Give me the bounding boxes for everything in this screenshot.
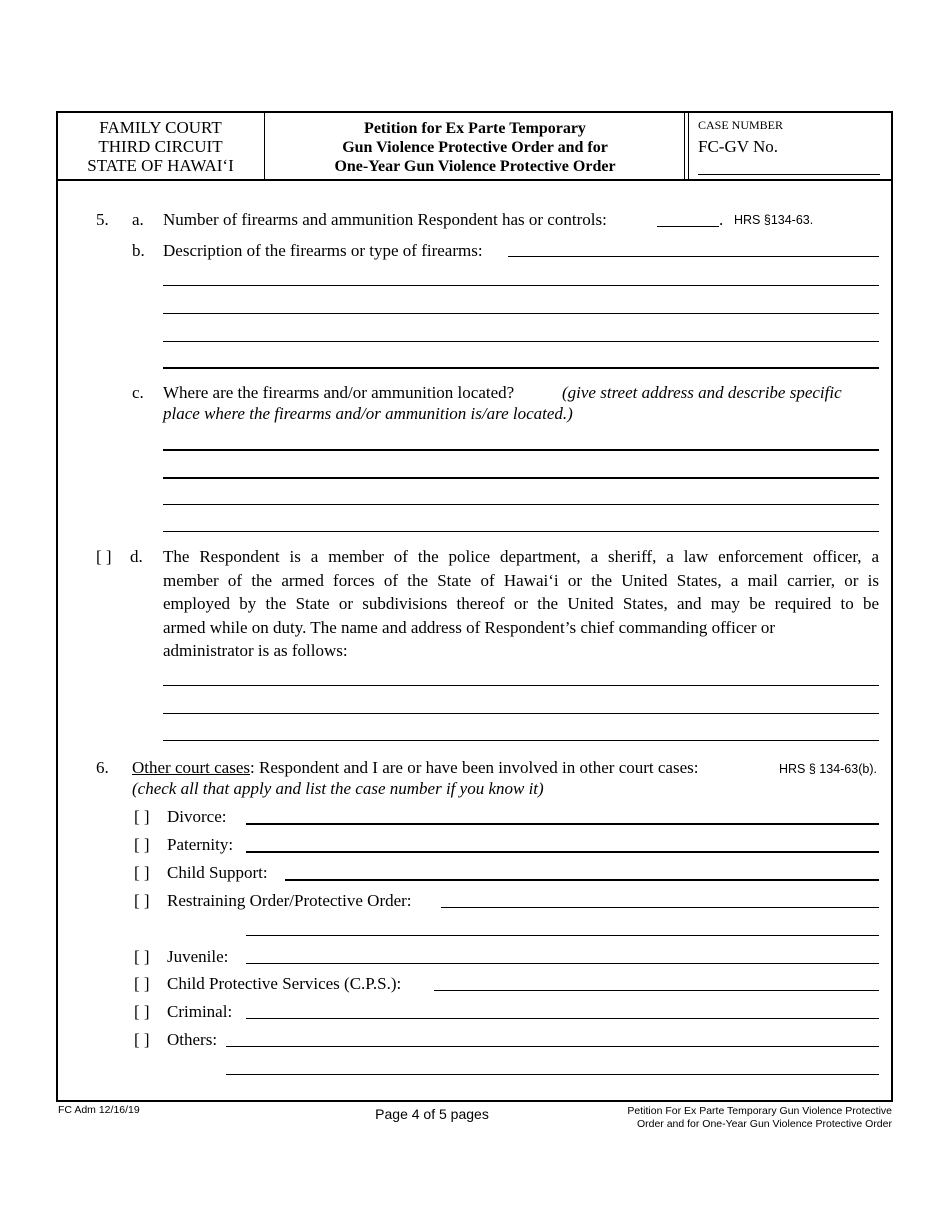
item6-hrs: HRS § 134-63(b).: [779, 762, 877, 776]
page-number: Page 4 of 5 pages: [375, 1106, 489, 1122]
footer-form-title: [560, 1105, 892, 1131]
header-separator-right-2: [688, 112, 689, 180]
item6-heading: Other court cases: [132, 758, 251, 777]
restraining-order-field[interactable]: [441, 907, 879, 908]
firearm-description-line[interactable]: [163, 285, 879, 286]
restraining-order-checkbox[interactable]: [ ]: [134, 891, 150, 910]
item5a-period: .: [719, 210, 724, 229]
item5d-line-3: employed by the State or subdivisions thereof or the United States, and may be required to be: [163, 594, 879, 613]
restraining-order-label: Restraining Order/Protective Order:: [167, 891, 412, 910]
criminal-field[interactable]: [246, 1018, 879, 1019]
item5a-hrs: HRS §134-63.: [734, 213, 814, 227]
paternity-label: Paternity:: [167, 835, 234, 854]
item5a-letter: a.: [132, 210, 144, 229]
edge-mark: [891, 940, 893, 962]
firearm-count-field[interactable]: [657, 226, 719, 227]
title-line-2: Gun Violence Protective Order and for: [342, 139, 608, 156]
item5d-checkbox[interactable]: [ ]: [96, 547, 112, 566]
commanding-officer-line[interactable]: [163, 740, 879, 741]
divorce-label: Divorce:: [167, 807, 227, 826]
child-support-checkbox[interactable]: [ ]: [134, 863, 150, 882]
item5d-letter: d.: [130, 547, 143, 566]
item6-hint: (check all that apply and list the case number if you know it): [132, 779, 544, 798]
item5d-line-1: The Respondent is a member of the police department, a sheriff, a law enforcement officer, a: [163, 547, 879, 566]
court-line-1: FAMILY COURT: [99, 118, 222, 137]
item5d-line-4: armed while on duty. The name and address of Respondent’s chief commanding officer or: [163, 618, 775, 637]
item5c-text: Where are the firearms and/or ammunition located?: [163, 383, 515, 402]
form-title: [265, 119, 685, 176]
item5a-text: Number of firearms and ammunition Respondent has or controls:: [163, 210, 607, 229]
cps-label: Child Protective Services (C.P.S.):: [167, 974, 402, 993]
firearm-location-line[interactable]: [163, 449, 879, 451]
footer-title-line-2: Order and for One-Year Gun Violence Protective Order: [636, 1118, 892, 1130]
form-id: FC Adm 12/16/19: [58, 1104, 140, 1116]
case-number-value: FC-GV No.: [698, 137, 778, 156]
others-field-2[interactable]: [226, 1074, 879, 1075]
item6-number: 6.: [96, 758, 109, 777]
item6-text: : Respondent and I are or have been involved in other court cases:: [250, 758, 699, 777]
commanding-officer-line[interactable]: [163, 713, 879, 714]
item5c-hint-1: (give street address and describe specific: [562, 383, 842, 402]
others-checkbox[interactable]: [ ]: [134, 1030, 150, 1049]
paternity-checkbox[interactable]: [ ]: [134, 835, 150, 854]
court-line-3: STATE OF HAWAI‘I: [87, 156, 234, 175]
firearm-description-line[interactable]: [163, 341, 879, 342]
cps-checkbox[interactable]: [ ]: [134, 974, 150, 993]
child-support-label: Child Support:: [167, 863, 268, 882]
firearm-description-field[interactable]: [508, 256, 879, 257]
case-number-label: CASE NUMBER: [698, 118, 784, 132]
edge-mark: [56, 912, 58, 934]
item5c-letter: c.: [132, 383, 144, 402]
juvenile-label: Juvenile:: [167, 947, 229, 966]
child-support-field[interactable]: [285, 879, 879, 881]
criminal-label: Criminal:: [167, 1002, 233, 1021]
edge-mark: [891, 912, 893, 934]
firearm-description-line[interactable]: [163, 367, 879, 369]
cps-field[interactable]: [434, 990, 879, 991]
juvenile-checkbox[interactable]: [ ]: [134, 947, 150, 966]
commanding-officer-line[interactable]: [163, 685, 879, 686]
others-field[interactable]: [226, 1046, 879, 1047]
item5-number: 5.: [96, 210, 109, 229]
edge-mark: [56, 940, 58, 962]
firearm-location-line[interactable]: [163, 504, 879, 505]
divorce-checkbox[interactable]: [ ]: [134, 807, 150, 826]
criminal-checkbox[interactable]: [ ]: [134, 1002, 150, 1021]
paternity-field[interactable]: [246, 851, 879, 853]
header-divider: [56, 179, 893, 181]
court-line-2: THIRD CIRCUIT: [98, 137, 223, 156]
firearm-location-line[interactable]: [163, 477, 879, 479]
item5b-letter: b.: [132, 241, 145, 260]
others-label: Others:: [167, 1030, 218, 1049]
item5d-line-5: administrator is as follows:: [163, 641, 348, 660]
item5c-hint-2: place where the firearms and/or ammunition is/are located.): [163, 404, 573, 423]
case-number-field[interactable]: [698, 174, 880, 175]
item5d-line-2: member of the armed forces of the State of Hawai‘i or the United States, a mail carrier, or is: [163, 571, 879, 590]
item6-heading-row: [132, 758, 698, 778]
divorce-field[interactable]: [246, 823, 879, 825]
footer-title-line-1: Petition For Ex Parte Temporary Gun Violence Protective: [627, 1105, 892, 1117]
juvenile-field[interactable]: [246, 963, 879, 964]
firearm-description-line[interactable]: [163, 313, 879, 314]
restraining-order-field-2[interactable]: [246, 935, 879, 936]
title-line-1: Petition for Ex Parte Temporary: [364, 120, 586, 137]
firearm-location-line[interactable]: [163, 531, 879, 532]
court-name: [58, 118, 263, 175]
title-line-3: One-Year Gun Violence Protective Order: [334, 158, 616, 175]
item5b-text: Description of the firearms or type of firearms:: [163, 241, 483, 260]
